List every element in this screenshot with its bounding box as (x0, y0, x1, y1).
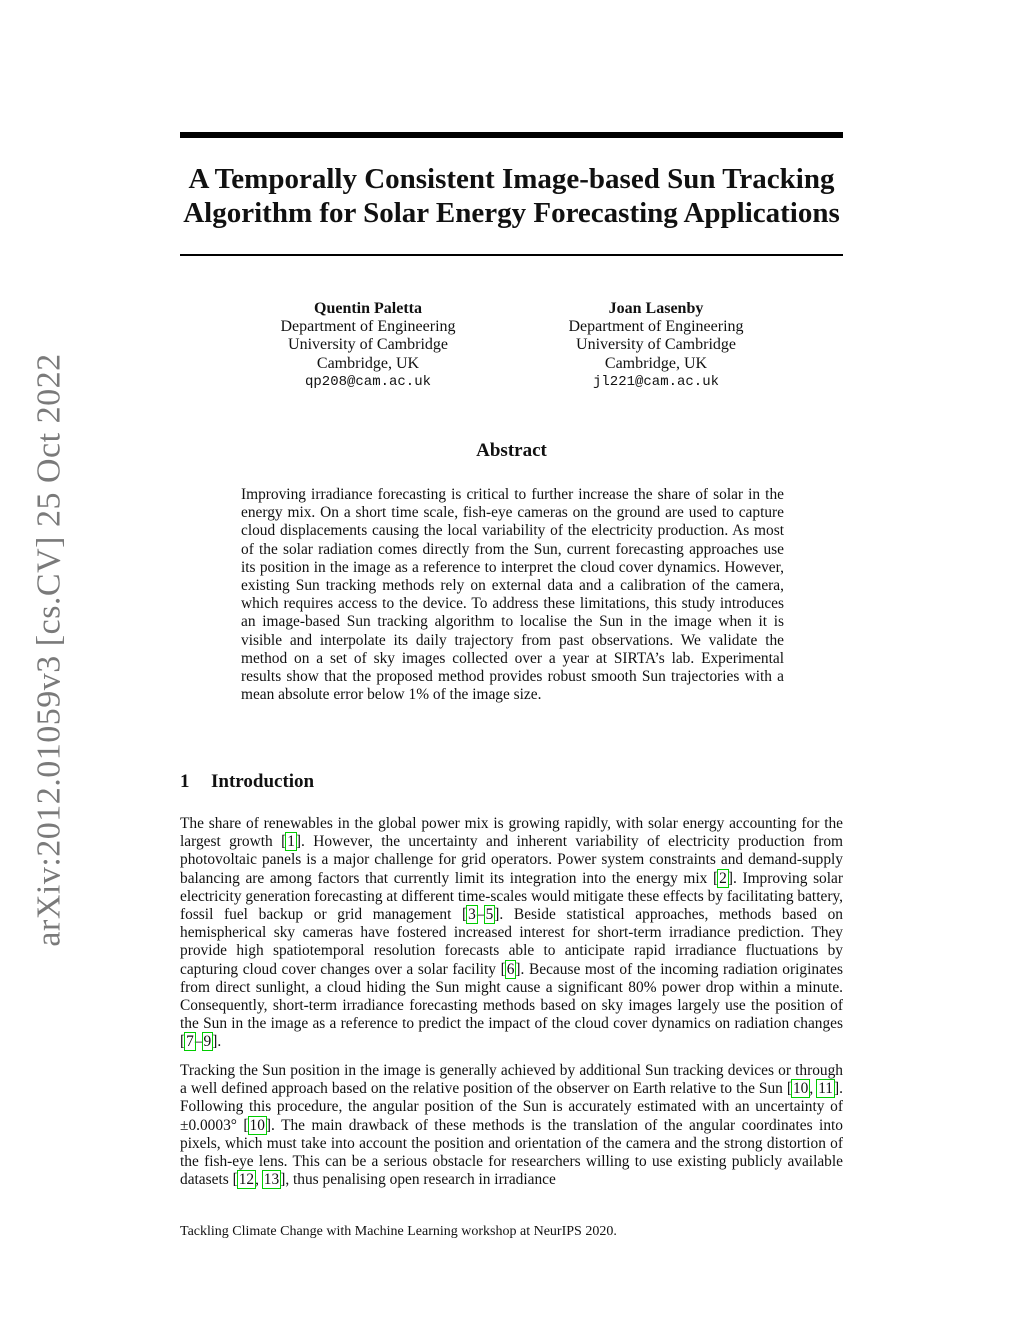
author-location: Cambridge, UK (604, 354, 708, 372)
title-top-rule (180, 132, 843, 138)
paragraph-text: ]. However, the uncertainty and inherent variability of electricity production from photovoltaic panels is a major challenge for grid operators. Power system constraints and demand-supply balancing are among factors that currently limit its integration into the energy mix [ (180, 833, 843, 887)
paragraph-text: ]. Improving solar electricity generation forecasting at different time-scales would mitigate these effects by facilitating battery, fossil fuel backup or grid management [ (180, 869, 843, 924)
paragraph-text: ]. Because most of the incoming radiation originates from direct sunlight, a cloud hiding the Sun might cause a significant 80% power drop within a minute. Consequently, short-term irradiance forecasting methods based on sky images largely use the position of the Sun in the image as a reference to predict the impact of the cloud cover dynamics on radiation changes [ (180, 960, 843, 1051)
paper-title: A Temporally Consistent Image-based Sun Tracking Algorithm for Solar Energy Forecasting Applications (183, 163, 840, 229)
section-number: 1 (180, 771, 190, 792)
author-university: University of Cambridge (576, 336, 736, 354)
author-block-2 (546, 300, 766, 391)
author-department: Department of Engineering (280, 318, 456, 336)
citation-link[interactable]: 12 (238, 1171, 255, 1189)
citation-link[interactable]: 3 (468, 906, 476, 924)
paragraph-text: The share of renewables in the global power mix is growing rapidly, with solar energy accounting for the largest growth [ (180, 815, 843, 851)
paragraph-text: Tracking the Sun position in the image is generally achieved by additional Sun tracking devices or through a well defined approach based on the relative position of the observer on Earth relative to the Sun [ (180, 1062, 843, 1098)
author-location: Cambridge, UK (316, 354, 420, 372)
arxiv-side-stamp (30, 350, 70, 950)
citation-link[interactable]: 11 (818, 1080, 834, 1098)
paragraph-text: ]. Beside statistical approaches, methods based on hemispherical sky cameras have fostered increased interest for short-term irradiance prediction. They provide high spatiotemporal resolution forecasts able to anticipate rapid irradiance fluctuations by capturing cloud cover changes over a solar facility [ (180, 906, 843, 978)
workshop-footnote: Tackling Climate Change with Machine Learning workshop at NeurIPS 2020. (180, 1224, 617, 1239)
author-department: Department of Engineering (568, 318, 744, 336)
abstract-heading: Abstract (476, 440, 547, 461)
author-email[interactable]: qp208@cam.ac.uk (304, 373, 432, 390)
paragraph-text: – (476, 906, 485, 924)
citation-link[interactable]: 6 (506, 960, 515, 978)
abstract-text: Improving irradiance forecasting is critical to further increase the share of solar in the energy mix. On a short time scale, fish-eye cameras on the ground are used to capture cloud displacements causing the local variability of the electricity production. As most of the solar radiation comes directly from the Sun, current forecasting approaches use its position in the image as a reference to interpret the cloud cover dynamics. However, existing Sun tracking methods rely on external data and a calibration of the camera, which requires access to the device. To address these limitations, this study introduces an image-based Sun tracking algorithm to localise the Sun in the image when it is visible and interpolate its daily trajectory from past observations. We validate the method on a set of sky images collected over a year at SIRTA’s lab. Experimental results show that the proposed method provides robust smooth Sun trajectories with a mean absolute error below 1% of the image size. (241, 486, 784, 704)
introduction-paragraph-1 (180, 815, 843, 1052)
citation-link[interactable]: 10 (792, 1080, 809, 1098)
citation-link[interactable]: 9 (203, 1033, 212, 1051)
paragraph-text: ]. Following this procedure, the angular position of the Sun is accurately estimated with an uncertainty of ±0.0003° [ (180, 1080, 843, 1134)
title-bottom-rule (180, 254, 843, 256)
citation-link[interactable]: 2 (719, 869, 727, 887)
citation-link[interactable]: 10 (249, 1116, 265, 1134)
paragraph-text: ]. The main drawback of these methods is the translation of the angular coordinates into pixels, which must take into account the position and orientation of the camera and the strong distortion of the fish-eye lens. This can be a serious obstacle for researchers willing to use existing publicly available datasets [ (180, 1116, 843, 1189)
section-title: Introduction (211, 771, 315, 792)
citation-link[interactable]: 1 (287, 833, 295, 851)
citation-link[interactable]: 5 (485, 906, 494, 924)
paragraph-text: , (255, 1171, 263, 1189)
paragraph-text: – (194, 1033, 203, 1051)
paragraph-text: , (809, 1080, 818, 1098)
author-block-1 (258, 300, 478, 391)
introduction-paragraph-2 (180, 1062, 843, 1189)
citation-link[interactable]: 7 (186, 1033, 194, 1051)
paragraph-text: ], thus penalising open research in irradiance (280, 1171, 556, 1189)
author-university: University of Cambridge (288, 336, 448, 354)
author-name: Quentin Paletta (314, 300, 422, 317)
author-name: Joan Lasenby (608, 300, 704, 317)
arxiv-identifier: arXiv:2012.01059v3 [cs.CV] 25 Oct 2022 (31, 353, 68, 947)
author-email[interactable]: jl221@cam.ac.uk (592, 373, 720, 390)
section-heading-introduction (180, 771, 314, 793)
citation-link[interactable]: 13 (263, 1171, 280, 1189)
paragraph-text: ]. (212, 1033, 222, 1051)
